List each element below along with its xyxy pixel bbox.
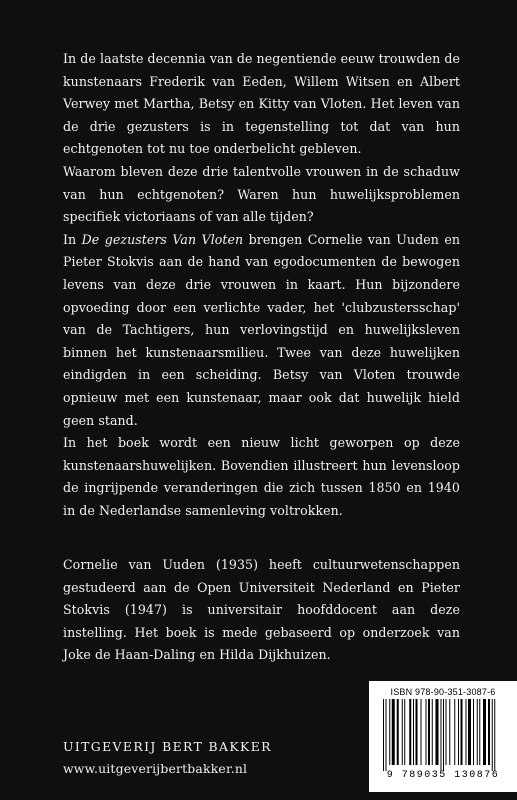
barcode-bar — [386, 699, 387, 771]
barcode-bar — [397, 699, 399, 765]
barcode-label — [369, 681, 517, 792]
blurb-paragraph-3-prefix: In — [63, 231, 77, 247]
blurb-text — [63, 48, 460, 522]
barcode-bar — [492, 699, 493, 771]
author-bio — [63, 554, 460, 667]
publisher-website: www.uitgeverijbertbakker.nl — [63, 761, 248, 776]
barcode-bar — [383, 699, 384, 771]
blurb-paragraph-4: In het boek wordt een nieuw licht geworpen op deze kunstenaarshuwelijken. Bovendien illustreert hun levensloop de ingrijpende veranderingen die zich tussen 1850 en 1940 in de Nederlandse samenleving voltrokken. — [63, 435, 460, 518]
blurb-paragraph-3 — [63, 229, 460, 432]
barcode-bar — [428, 699, 430, 765]
barcode-bar — [454, 699, 455, 765]
barcode-bar — [432, 699, 433, 765]
barcode-bar — [426, 699, 427, 765]
barcode-bar — [473, 699, 474, 765]
barcode-bar — [479, 699, 480, 765]
barcode-bar — [466, 699, 467, 765]
barcode-bar — [443, 699, 444, 771]
barcode-bar — [468, 699, 471, 765]
barcode-icon — [381, 699, 505, 771]
blurb-paragraph-1: In de laatste decennia van de negentiende eeuw trouwden de kunstenaars Frederik van Eeden, Willem Witsen en Albert Verwey met Martha, Betsy en Kitty van Vloten. Het leven van de drie gezusters is in tegenstelling tot dat van hun echtgenoten tot nu toe onderbelicht gebleven. — [63, 51, 460, 157]
barcode-bar — [488, 699, 490, 765]
barcode-bar — [421, 699, 422, 765]
barcode-bar — [404, 699, 405, 765]
barcode-bar — [402, 699, 403, 765]
barcode-digits: 9 789035 130876 — [386, 770, 500, 781]
barcode-bar — [477, 699, 478, 765]
publisher-name: UITGEVERIJ BERT BAKKER — [63, 739, 272, 754]
barcode-bar — [483, 699, 486, 765]
book-title: De gezusters Van Vloten — [81, 231, 244, 247]
blurb-paragraph-3-rest: brengen Cornelie van Uuden en Pieter Stokvis aan de hand van egodocumenten de bewogen levens van deze drie vrouwen in kaart. Hun bijzondere opvoeding door een verlichte vader, het 'clubzustersschap' van de Tachtigers, hun verlovingstijd en huwelijksleven binnen het kunstenaarsmilieu. Twee van deze huwelijken eindigden in een scheiding. Betsy van Vloten trouwde opnieuw met een kunstenaar, maar ook dat huwelijk hield geen stand. — [63, 231, 460, 428]
barcode-bar — [458, 699, 459, 765]
barcode-bar — [392, 699, 395, 765]
barcode-bar — [416, 699, 418, 765]
barcode-bar — [409, 699, 411, 765]
barcode-bar — [446, 699, 447, 765]
blurb-paragraph-2: Waarom bleven deze drie talentvolle vrouwen in de schaduw van hun echtgenoten? Waren hun huwelijksproblemen specifiek victoriaans of van alle tijden? — [63, 163, 460, 225]
barcode-bar — [461, 699, 463, 765]
barcode-bar — [449, 699, 450, 765]
barcode-bar — [389, 699, 390, 765]
barcode-bar — [413, 699, 414, 765]
isbn-number: ISBN 978-90-351-3087-6 — [390, 687, 496, 697]
barcode-bar — [436, 699, 439, 765]
barcode-bar — [441, 699, 442, 771]
barcode-bar — [494, 699, 495, 771]
author-bio-text: Cornelie van Uuden (1935) heeft cultuurwetenschappen gestudeerd aan de Open Universiteit Nederland en Pieter Stokvis (1947) is universitair hoofddocent aan deze instelling. Het boek is mede gebaseerd op onderzoek van Joke de Haan-Daling en Hilda Dijkhuizen. — [63, 557, 460, 663]
